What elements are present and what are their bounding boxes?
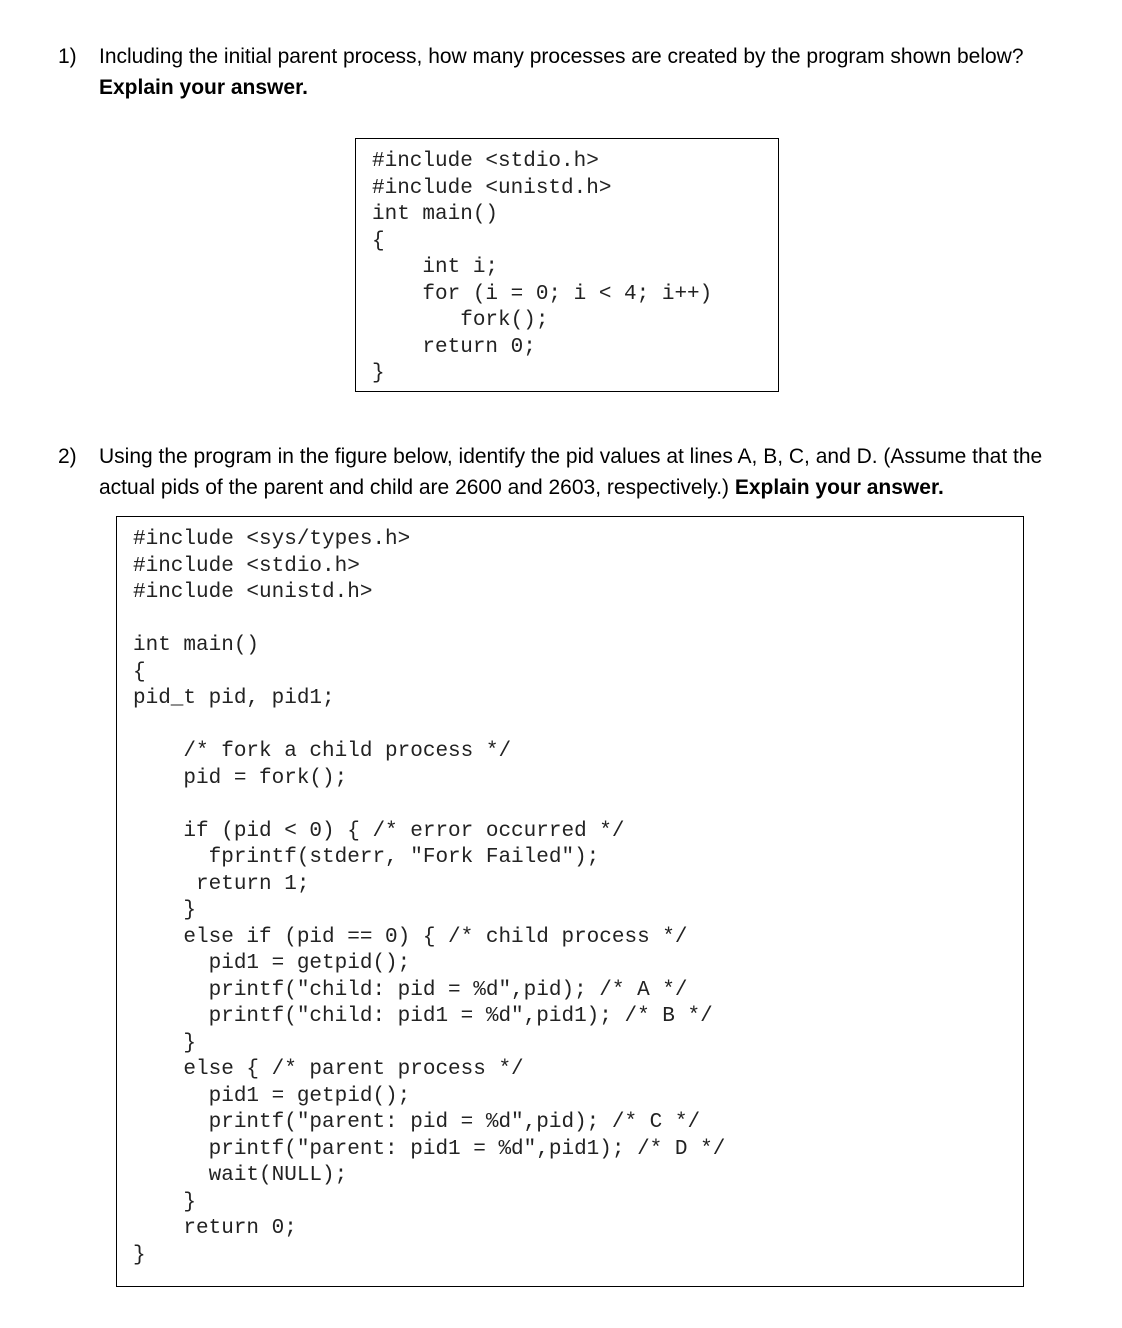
code-line: int i; xyxy=(372,256,499,279)
code-line: else if (pid == 0) { /* child process */ xyxy=(133,925,688,949)
code-line: printf("child: pid = %d",pid); /* A */ xyxy=(133,978,688,1002)
code-line: printf("child: pid1 = %d",pid1); /* B */ xyxy=(133,1005,713,1028)
code-line: } xyxy=(133,1190,197,1214)
code-block-2 xyxy=(116,516,1024,1287)
code-line: return 1; xyxy=(133,872,310,896)
code-line: /* fork a child process */ xyxy=(133,740,512,763)
question-2-instruction: Explain your answer. xyxy=(734,476,944,499)
code-line: pid1 = getpid(); xyxy=(133,1084,411,1108)
code-line: else { /* parent process */ xyxy=(133,1058,524,1081)
question-1 xyxy=(58,41,1068,103)
code-line: wait(NULL); xyxy=(133,1164,348,1187)
code-line: int main() xyxy=(372,203,499,226)
code-line: #include <sys/types.h> xyxy=(133,528,411,551)
code-line: pid_t pid, pid1; xyxy=(133,687,335,710)
code-line: } xyxy=(133,1031,197,1055)
code-line: pid = fork(); xyxy=(133,766,348,790)
code-line: } xyxy=(133,899,197,922)
code-line: int main() xyxy=(133,634,260,657)
code-line xyxy=(133,713,1023,740)
code-line: printf("parent: pid = %d",pid); /* C */ xyxy=(133,1111,701,1134)
code-line: { xyxy=(372,229,385,253)
code-block-1 xyxy=(355,138,779,392)
code-line: if (pid < 0) { /* error occurred */ xyxy=(133,819,625,843)
question-1-prompt: Including the initial parent process, how many processes are created by the program shown below? xyxy=(99,45,1024,68)
code-line: fork(); xyxy=(372,309,549,332)
code-line: #include <unistd.h> xyxy=(133,581,373,604)
code-line: fprintf(stderr, "Fork Failed"); xyxy=(133,846,600,869)
code-line: pid1 = getpid(); xyxy=(133,952,411,975)
code-line: } xyxy=(133,1243,146,1267)
code-line xyxy=(133,792,1023,819)
code-line: return 0; xyxy=(372,335,536,359)
question-2 xyxy=(58,441,1068,503)
code-line: return 0; xyxy=(133,1217,297,1240)
code-line: printf("parent: pid1 = %d",pid1); /* D */ xyxy=(133,1137,726,1161)
code-line: #include <unistd.h> xyxy=(372,176,612,200)
question-1-number: 1) xyxy=(58,45,77,68)
question-2-text xyxy=(99,441,1068,503)
question-2-prompt: Using the program in the figure below, identify the pid values at lines A, B, C, and D. (Assume that the actual pids of the parent and child are 2600 and 2603, respectively.) xyxy=(99,445,1043,499)
code-line: } xyxy=(372,362,385,385)
code-line xyxy=(133,607,1023,634)
code-line: #include <stdio.h> xyxy=(133,554,360,578)
code-line: #include <stdio.h> xyxy=(372,150,599,173)
question-1-text xyxy=(99,41,1068,103)
question-2-number: 2) xyxy=(58,445,77,468)
question-1-instruction: Explain your answer. xyxy=(99,76,308,99)
code-line: for (i = 0; i < 4; i++) xyxy=(372,282,713,306)
code-line: { xyxy=(133,660,146,684)
